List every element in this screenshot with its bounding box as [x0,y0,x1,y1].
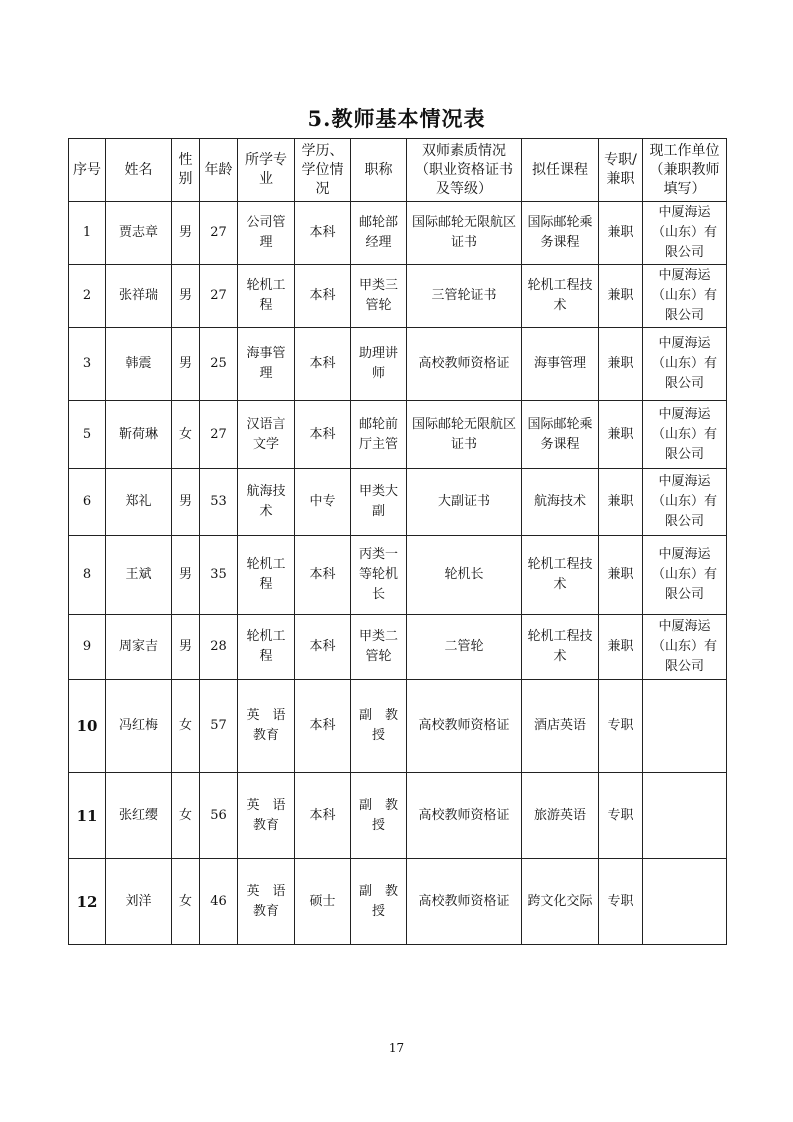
table-row [69,328,727,401]
cell-employer [643,773,727,859]
cell-degree: 本科 [295,328,351,401]
cell-qualification: 大副证书 [407,469,522,536]
header-degree: 学历、学位情况 [295,139,351,202]
cell-degree: 本科 [295,536,351,615]
table-row [69,202,727,265]
cell-age: 27 [200,265,238,328]
cell-age: 56 [200,773,238,859]
header-major: 所学专业 [238,139,295,202]
cell-type: 专职 [599,859,643,945]
cell-name: 郑礼 [106,469,172,536]
cell-course: 国际邮轮乘务课程 [522,401,599,469]
cell-age: 28 [200,615,238,680]
cell-name: 贾志章 [106,202,172,265]
cell-qualification: 高校教师资格证 [407,859,522,945]
cell-course: 酒店英语 [522,680,599,773]
cell-course: 海事管理 [522,328,599,401]
cell-course: 国际邮轮乘务课程 [522,202,599,265]
cell-gender: 男 [172,202,200,265]
cell-employer: 中厦海运（山东）有限公司 [643,536,727,615]
table-row [69,536,727,615]
cell-title: 副 教授 [351,680,407,773]
cell-qualification: 轮机长 [407,536,522,615]
cell-major: 航海技术 [238,469,295,536]
cell-title: 丙类一等轮机长 [351,536,407,615]
cell-degree: 本科 [295,773,351,859]
cell-type: 兼职 [599,536,643,615]
cell-qualification: 高校教师资格证 [407,328,522,401]
cell-degree: 硕士 [295,859,351,945]
cell-major: 轮机工程 [238,615,295,680]
cell-course: 轮机工程技术 [522,615,599,680]
cell-title: 甲类二管轮 [351,615,407,680]
cell-course: 轮机工程技术 [522,536,599,615]
cell-qualification: 国际邮轮无限航区证书 [407,202,522,265]
cell-employer: 中厦海运（山东）有限公司 [643,328,727,401]
cell-title: 助理讲师 [351,328,407,401]
cell-age: 27 [200,202,238,265]
cell-seq: 10 [69,680,106,773]
cell-qualification: 二管轮 [407,615,522,680]
cell-age: 35 [200,536,238,615]
cell-qualification: 三管轮证书 [407,265,522,328]
cell-name: 靳荷琳 [106,401,172,469]
cell-degree: 本科 [295,401,351,469]
cell-employer: 中厦海运（山东）有限公司 [643,202,727,265]
cell-gender: 男 [172,536,200,615]
cell-title: 邮轮部经理 [351,202,407,265]
cell-gender: 女 [172,401,200,469]
table-row [69,469,727,536]
cell-type: 专职 [599,773,643,859]
page-title: 5.教师基本情况表 [307,106,486,131]
cell-qualification: 高校教师资格证 [407,773,522,859]
cell-name: 周家吉 [106,615,172,680]
cell-gender: 女 [172,773,200,859]
cell-seq: 3 [69,328,106,401]
cell-title: 副 教授 [351,773,407,859]
cell-seq: 5 [69,401,106,469]
cell-type: 兼职 [599,615,643,680]
cell-gender: 男 [172,469,200,536]
cell-course: 轮机工程技术 [522,265,599,328]
cell-age: 53 [200,469,238,536]
header-qualification: 双师素质情况（职业资格证书及等级） [407,139,522,202]
cell-major: 汉语言文学 [238,401,295,469]
header-type: 专职/兼职 [599,139,643,202]
header-name: 姓名 [106,139,172,202]
table-row [69,615,727,680]
header-seq: 序号 [69,139,106,202]
cell-degree: 本科 [295,265,351,328]
cell-name: 张红缨 [106,773,172,859]
cell-type: 专职 [599,680,643,773]
cell-age: 27 [200,401,238,469]
cell-employer [643,859,727,945]
cell-degree: 本科 [295,615,351,680]
cell-degree: 本科 [295,202,351,265]
cell-title: 副 教授 [351,859,407,945]
cell-gender: 男 [172,265,200,328]
cell-major: 英 语教育 [238,773,295,859]
cell-degree: 中专 [295,469,351,536]
cell-major: 轮机工程 [238,536,295,615]
cell-type: 兼职 [599,202,643,265]
cell-name: 刘洋 [106,859,172,945]
cell-type: 兼职 [599,401,643,469]
cell-name: 张祥瑞 [106,265,172,328]
cell-employer: 中厦海运（山东）有限公司 [643,469,727,536]
cell-employer: 中厦海运（山东）有限公司 [643,615,727,680]
cell-seq: 6 [69,469,106,536]
cell-type: 兼职 [599,469,643,536]
cell-title: 甲类三管轮 [351,265,407,328]
cell-seq: 9 [69,615,106,680]
cell-major: 公司管理 [238,202,295,265]
cell-qualification: 国际邮轮无限航区证书 [407,401,522,469]
cell-title: 甲类大副 [351,469,407,536]
cell-employer: 中厦海运（山东）有限公司 [643,265,727,328]
cell-name: 韩震 [106,328,172,401]
cell-qualification: 高校教师资格证 [407,680,522,773]
cell-type: 兼职 [599,265,643,328]
cell-course: 跨文化交际 [522,859,599,945]
cell-course: 旅游英语 [522,773,599,859]
cell-seq: 2 [69,265,106,328]
cell-gender: 男 [172,615,200,680]
cell-name: 冯红梅 [106,680,172,773]
header-title: 职称 [351,139,407,202]
cell-employer [643,680,727,773]
cell-major: 海事管理 [238,328,295,401]
cell-course: 航海技术 [522,469,599,536]
cell-title: 邮轮前厅主管 [351,401,407,469]
cell-type: 兼职 [599,328,643,401]
header-gender: 性别 [172,139,200,202]
table-row [69,773,727,859]
teacher-info-table [68,138,727,945]
cell-age: 57 [200,680,238,773]
table-row [69,859,727,945]
cell-gender: 女 [172,680,200,773]
cell-major: 英 语教育 [238,859,295,945]
cell-degree: 本科 [295,680,351,773]
page-number: 17 [388,1041,405,1055]
cell-major: 轮机工程 [238,265,295,328]
cell-age: 46 [200,859,238,945]
table-row [69,265,727,328]
cell-name: 王斌 [106,536,172,615]
header-age: 年龄 [200,139,238,202]
cell-gender: 男 [172,328,200,401]
cell-employer: 中厦海运（山东）有限公司 [643,401,727,469]
cell-seq: 11 [69,773,106,859]
cell-gender: 女 [172,859,200,945]
cell-major: 英 语教育 [238,680,295,773]
header-course: 拟任课程 [522,139,599,202]
cell-seq: 12 [69,859,106,945]
table-row [69,680,727,773]
cell-seq: 8 [69,536,106,615]
header-employer: 现工作单位（兼职教师填写） [643,139,727,202]
cell-seq: 1 [69,202,106,265]
cell-age: 25 [200,328,238,401]
table-row [69,401,727,469]
table-header-row [69,139,727,202]
